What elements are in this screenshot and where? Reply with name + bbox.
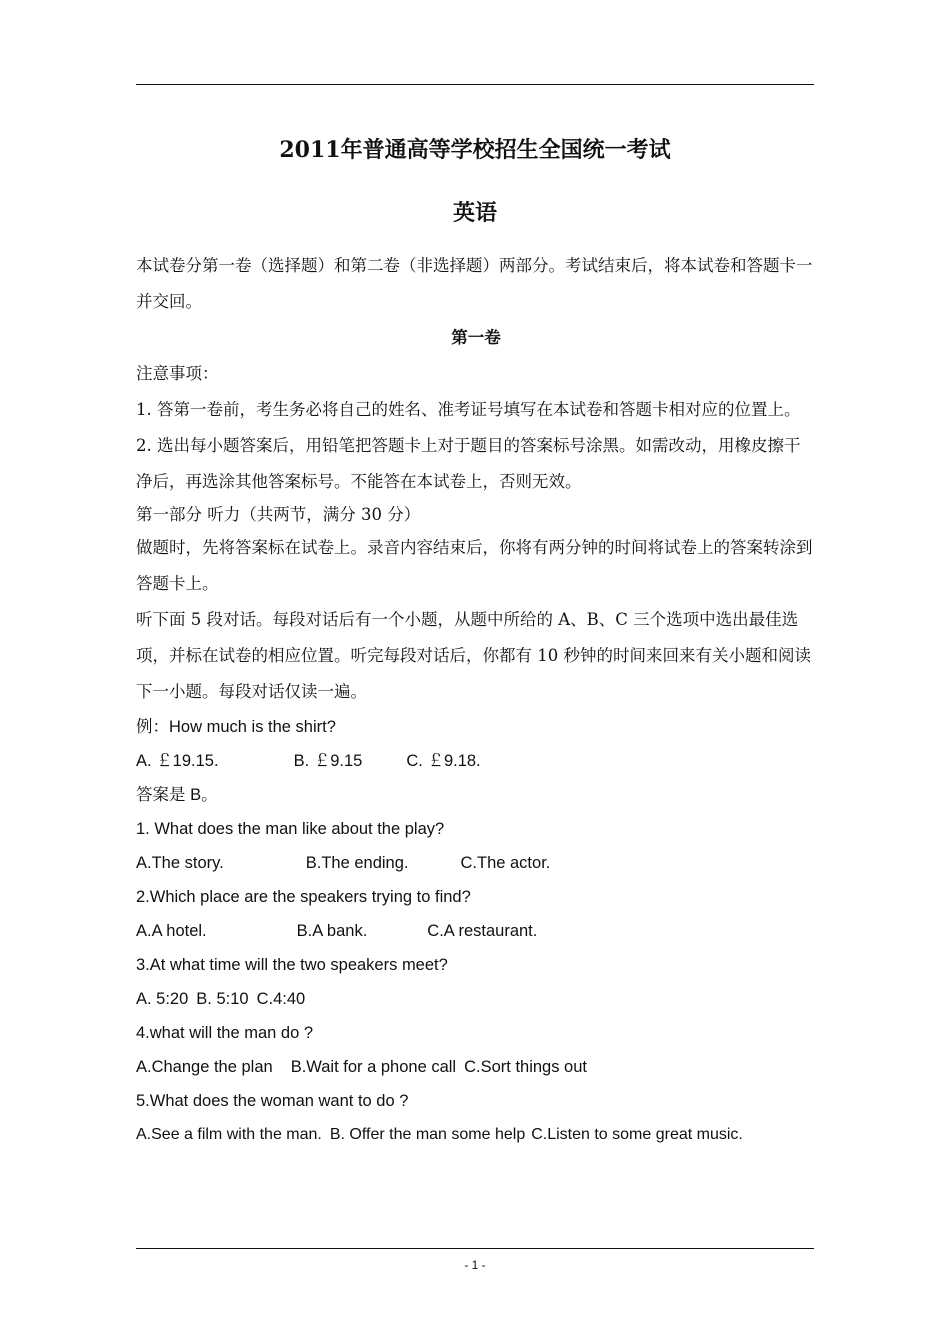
question-5-options — [136, 1118, 816, 1152]
question-5: 5.What does the woman want to do ? — [136, 1092, 409, 1110]
option-c: C.Listen to some great music. — [531, 1126, 743, 1143]
option-a: A.The story. — [136, 854, 224, 872]
option-b: B.Wait for a phone call — [290, 1058, 457, 1076]
option-c: C.The actor. — [460, 854, 551, 872]
option-a: A.Change the plan — [136, 1058, 273, 1076]
example-options — [136, 744, 816, 778]
page-number: - 1 - — [464, 1258, 486, 1272]
question-4: 4.what will the man do ? — [136, 1024, 314, 1042]
document-body — [136, 248, 816, 1152]
example-option-a: A. ￡19.15. — [136, 752, 219, 770]
question-3-options — [136, 982, 816, 1016]
question-2: 2.Which place are the speakers trying to find? — [136, 888, 471, 906]
question-1: 1. What does the man like about the play? — [136, 820, 445, 838]
option-b: B.A bank. — [296, 922, 368, 940]
notes-heading: 注意事项： — [136, 364, 219, 383]
example-question: 例：How much is the shirt? — [136, 718, 336, 736]
note-item-2: 2. 选出每小题答案后，用铅笔把答题卡上对于题目的答案标号涂黑。如需改动，用橡皮擦干净后，再选涂其他答案标号。不能答在本试卷上，否则无效。 — [136, 436, 801, 491]
example-answer: 答案是 B。 — [136, 786, 218, 804]
option-b: B. 5:10 — [196, 990, 249, 1008]
option-a: A.A hotel. — [136, 922, 207, 940]
part1-instruction-1: 做题时，先将答案标在试卷上。录音内容结束后，你将有两分钟的时间将试卷上的答案转涂到答题卡上。 — [136, 538, 813, 593]
intro-paragraph: 本试卷分第一卷（选择题）和第二卷（非选择题）两部分。考试结束后，将本试卷和答题卡一并交回。 — [136, 256, 813, 311]
example-option-b: B. ￡9.15 — [293, 752, 363, 770]
exam-title: 2011年普通高等学校招生全国统一考试 — [279, 137, 671, 163]
question-2-options — [136, 914, 816, 948]
option-c: C.4:40 — [256, 990, 306, 1008]
option-a: A.See a film with the man. — [136, 1126, 322, 1143]
part1-instruction-2: 听下面 5 段对话。每段对话后有一个小题，从题中所给的 A、B、C 三个选项中选出最佳选项，并标在试卷的相应位置。听完每段对话后，你都有 10 秒钟的时间来回来有关小题和阅读下一小题。每段对话仅读一遍。 — [136, 610, 811, 701]
note-item-1: 1. 答第一卷前，考生务必将自己的姓名、准考证号填写在本试卷和答题卡相对应的位置上。 — [136, 400, 801, 419]
option-c: C.Sort things out — [464, 1058, 587, 1076]
question-4-options — [136, 1050, 816, 1084]
exam-subject: 英语 — [452, 200, 497, 226]
option-a: A. 5:20 — [136, 990, 189, 1008]
option-b: B.The ending. — [305, 854, 409, 872]
part1-heading: 第一部分 听力（共两节，满分 30 分） — [136, 505, 421, 524]
question-1-options — [136, 846, 816, 880]
section-heading: 第一卷 — [451, 328, 501, 347]
option-b: B. Offer the man some help — [329, 1126, 526, 1143]
question-3: 3.At what time will the two speakers meet? — [136, 956, 448, 974]
example-option-c: C. ￡9.18. — [406, 752, 481, 770]
header-rule — [136, 84, 814, 85]
footer-rule — [136, 1248, 814, 1249]
option-c: C.A restaurant. — [427, 922, 538, 940]
